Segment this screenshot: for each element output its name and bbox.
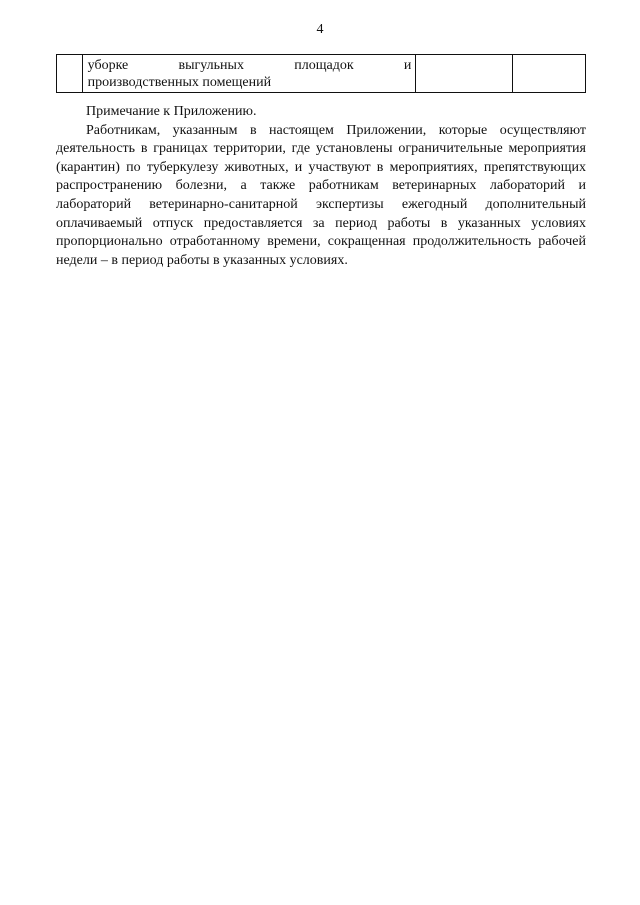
description-line-2: производственных помещений [87,75,272,90]
description-word: уборке [87,58,129,73]
page-number: 4 [316,22,324,37]
table-cell-empty [416,55,513,93]
description-word: площадок [294,58,354,73]
description-word: выгульных [178,58,244,73]
description-line-1 [88,57,412,74]
note-title: Примечание к Приложению. [86,104,257,119]
table-cell-description [82,55,416,93]
description-word: и [403,58,412,73]
appendix-note [56,103,586,270]
table-cell-empty [513,55,586,93]
continuation-table [56,54,586,93]
table-cell-number [57,55,83,93]
table-row [57,55,586,93]
note-body: Работникам, указанным в настоящем Приложении, которые осуществляют деятельность в границах территории, где установлены ограничительные мероприятия (карантин) по туберкулезу животных, и участвуют в мероприятиях, препятствующих распространению болезни, а также работникам ветеринарных лабораторий и лабораторий ветеринарно-санитарной экспертизы ежегодный дополнительный оплачиваемый отпуск предоставляется за период работы в указанных условиях пропорционально отработанному времени, сокращенная продолжительность рабочей недели – в период работы в указанных условиях. [56,122,586,268]
